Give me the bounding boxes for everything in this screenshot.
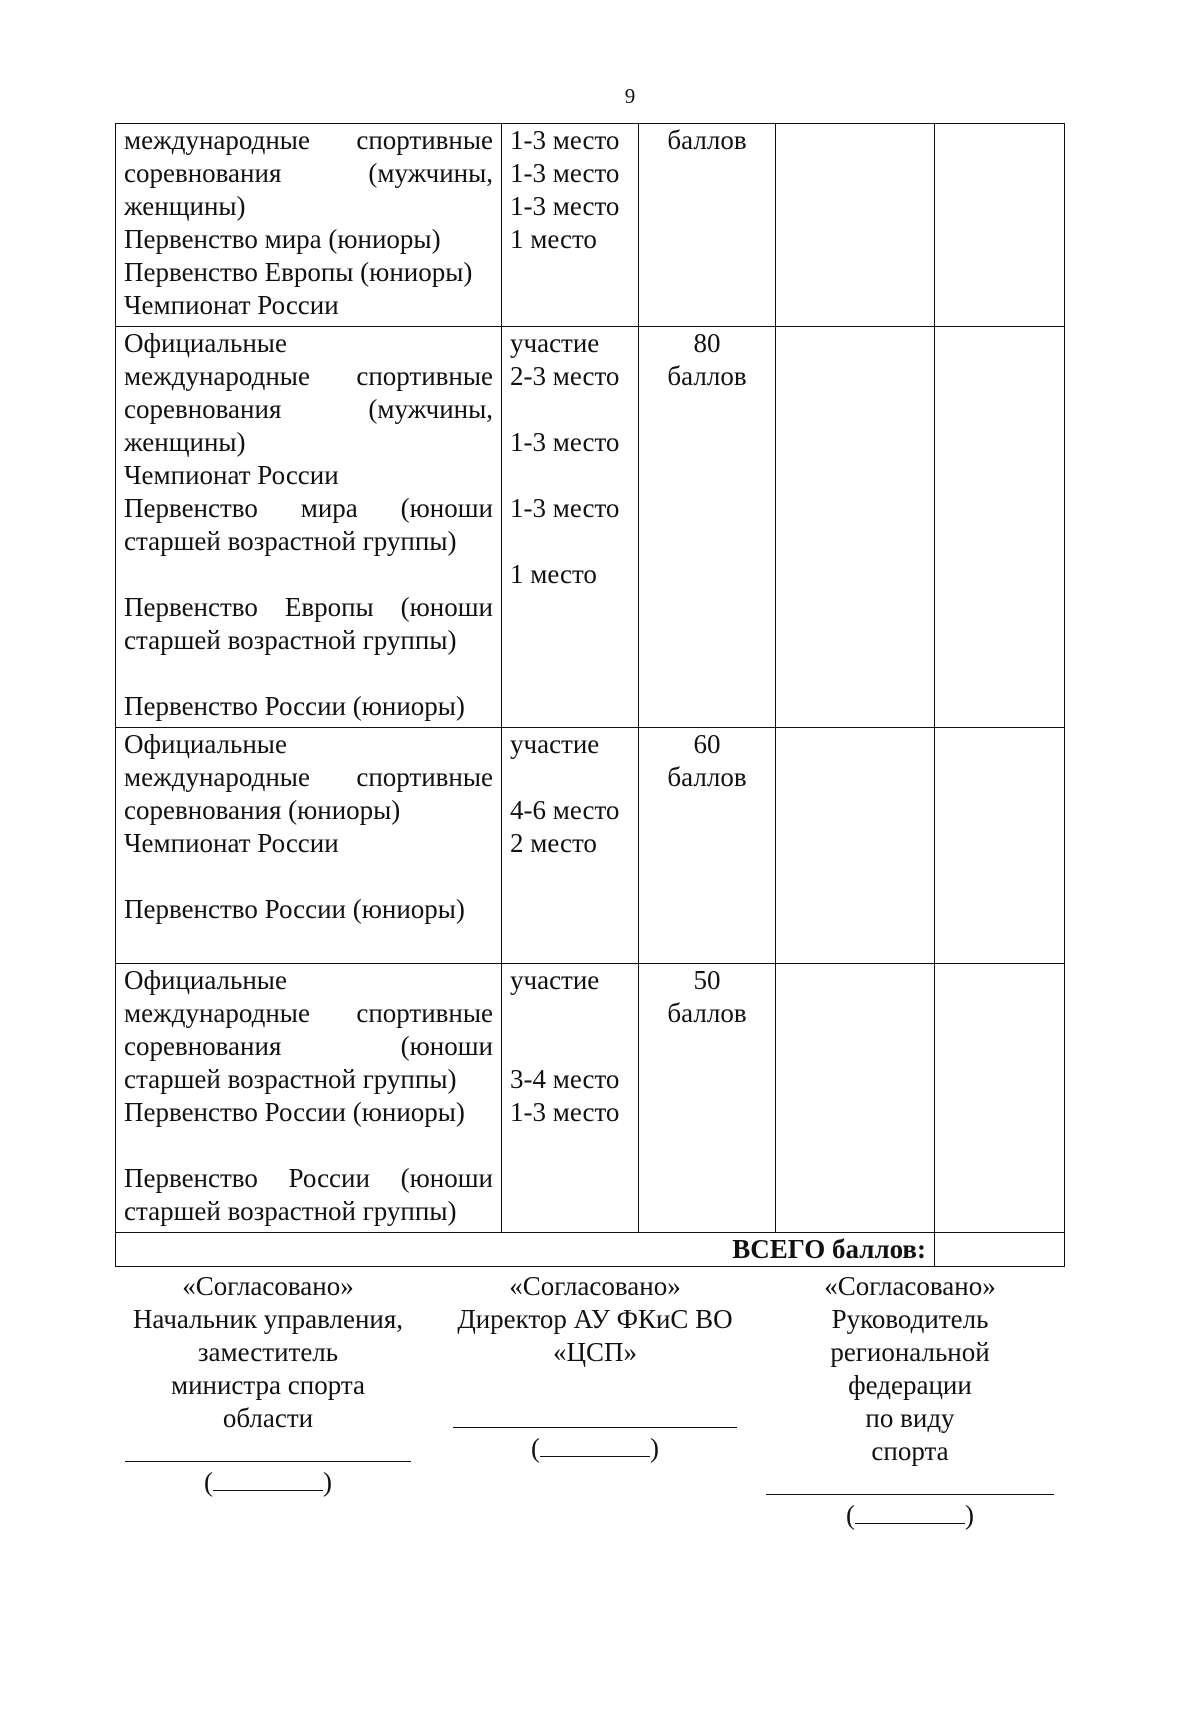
signature-text-line: «Согласовано» (509, 1271, 681, 1301)
place-line (510, 393, 630, 426)
signature-text-line: спорта (871, 1436, 949, 1466)
empty-cell (776, 964, 935, 1233)
competition-line (124, 1129, 493, 1162)
points-unit: баллов (667, 125, 747, 155)
competition-line: Первенство России (юниоры) (124, 894, 465, 924)
competition-line: Первенство России (юниоры) (124, 691, 465, 721)
points-value: 80 (693, 328, 721, 358)
signature-line (453, 1427, 737, 1428)
signature-text-line: заместитель (197, 1337, 339, 1367)
points-cell (639, 964, 776, 1233)
competition-line: Чемпионат России (124, 460, 339, 490)
points-cell (639, 124, 776, 327)
place-cell (502, 964, 639, 1233)
place-line: 1 место (510, 224, 597, 254)
competition-line: соревнования (юниоры) (124, 795, 401, 825)
place-line: участие (510, 965, 600, 995)
competition-line: женщины) (124, 191, 246, 221)
name-placeholder: ( ) (204, 1467, 332, 1497)
signature-lines (760, 1270, 1060, 1468)
scores-table-body (116, 124, 1065, 1233)
place-line (510, 893, 630, 926)
competition-line (124, 860, 493, 893)
place-line (510, 1195, 630, 1228)
signature-block-2 (440, 1270, 750, 1465)
competition-line: женщины) (124, 427, 246, 457)
place-line (510, 860, 630, 893)
name-placeholder: ( ) (846, 1500, 974, 1530)
competition-line: старшей возрастной группы) (124, 625, 457, 655)
competition-line: Первенство Европы (юниоры) (124, 257, 473, 287)
place-line: 4-6 место (510, 795, 620, 825)
place-cell (502, 124, 639, 327)
competition-line: старшей возрастной группы) (124, 526, 457, 556)
place-line: 1-3 место (510, 1097, 620, 1127)
empty-cell (776, 728, 935, 964)
place-line: 1-3 место (510, 191, 620, 221)
points-cell (639, 728, 776, 964)
competition-cell (116, 124, 502, 327)
place-line: 1 место (510, 559, 597, 589)
place-line (510, 256, 630, 289)
place-line (510, 761, 630, 794)
place-line (510, 1030, 630, 1063)
signature-text-line: Начальник управления, (132, 1304, 404, 1334)
signature-text-line: «Согласовано» (182, 1271, 354, 1301)
place-line (510, 289, 630, 322)
place-line: 2 место (510, 828, 597, 858)
signature-text-line: «ЦСП» (552, 1337, 637, 1367)
signature-line (125, 1461, 411, 1462)
points-value: 50 (693, 965, 721, 995)
place-line (510, 997, 630, 1030)
competition-line: международные спортивные (124, 125, 493, 155)
points-unit: баллов (667, 361, 747, 391)
table-row (116, 964, 1065, 1233)
signature-text-line: федерации (848, 1370, 972, 1400)
competition-line: международные спортивные (124, 998, 493, 1028)
points-unit: баллов (667, 998, 747, 1028)
signature-text-line: Руководитель (831, 1304, 989, 1334)
competition-cell (116, 728, 502, 964)
signature-text-line: области (222, 1403, 314, 1433)
place-line: участие (510, 328, 600, 358)
competition-line: соревнования (мужчины, (124, 394, 493, 424)
table-row (116, 124, 1065, 327)
competition-line: Чемпионат России (124, 290, 339, 320)
signature-text-line: по виду (865, 1403, 955, 1433)
place-line: участие (510, 729, 600, 759)
signature-lines (440, 1270, 750, 1369)
total-row (116, 1233, 1065, 1267)
place-line (510, 525, 630, 558)
points-unit: баллов (667, 762, 747, 792)
total-label: ВСЕГО баллов: (116, 1233, 935, 1267)
place-line: 1-3 место (510, 158, 620, 188)
table-row (116, 327, 1065, 728)
competition-line: Официальные (124, 729, 287, 759)
competition-line: международные спортивные (124, 762, 493, 792)
signature-text-line: региональной (830, 1337, 990, 1367)
competition-line (124, 558, 493, 591)
competition-line: Первенство мира (юниоры) (124, 224, 441, 254)
competition-line: Первенство мира (юноши (124, 493, 493, 523)
page-number: 9 (624, 84, 636, 108)
signature-line (766, 1494, 1054, 1495)
signature-block-3 (760, 1270, 1060, 1532)
competition-line: Официальные (124, 965, 287, 995)
competition-line: Первенство России (юноши (124, 1163, 493, 1193)
place-line (510, 591, 630, 624)
signature-text-line: министра спорта (171, 1370, 365, 1400)
competition-cell (116, 327, 502, 728)
points-cell (639, 327, 776, 728)
competition-line: соревнования (мужчины, (124, 158, 493, 188)
place-line (510, 1162, 630, 1195)
place-line: 1-3 место (510, 125, 620, 155)
place-line (510, 459, 630, 492)
competition-line: старшей возрастной группы) (124, 1196, 457, 1226)
competition-cell (116, 964, 502, 1233)
table-row (116, 728, 1065, 964)
empty-cell (935, 964, 1065, 1233)
place-line (510, 1129, 630, 1162)
place-line: 3-4 место (510, 1064, 620, 1094)
total-value-cell (935, 1233, 1065, 1267)
competition-line: Первенство Европы (юноши (124, 592, 493, 622)
place-line (510, 690, 630, 723)
points-value: 60 (693, 729, 721, 759)
competition-line (124, 657, 493, 690)
signature-text-line: Директор АУ ФКиС ВО (457, 1304, 733, 1334)
empty-cell (776, 327, 935, 728)
competition-line: Первенство России (юниоры) (124, 1097, 465, 1127)
signature-block-1 (118, 1270, 418, 1499)
competition-line: Чемпионат России (124, 828, 339, 858)
competition-line: соревнования (юноши (124, 1031, 493, 1061)
empty-cell (935, 728, 1065, 964)
competition-line: Официальные (124, 328, 287, 358)
competition-line: международные спортивные (124, 361, 493, 391)
place-line (510, 624, 630, 657)
place-line (510, 657, 630, 690)
place-line: 1-3 место (510, 493, 620, 523)
place-cell (502, 327, 639, 728)
place-line: 1-3 место (510, 427, 620, 457)
name-placeholder: ( ) (531, 1433, 659, 1463)
signature-lines (118, 1270, 418, 1435)
empty-cell (935, 124, 1065, 327)
scores-table (115, 123, 1065, 1267)
signature-text-line: «Согласовано» (824, 1271, 996, 1301)
empty-cell (935, 327, 1065, 728)
competition-line: старшей возрастной группы) (124, 1064, 457, 1094)
empty-cell (776, 124, 935, 327)
place-cell (502, 728, 639, 964)
place-line: 2-3 место (510, 361, 620, 391)
